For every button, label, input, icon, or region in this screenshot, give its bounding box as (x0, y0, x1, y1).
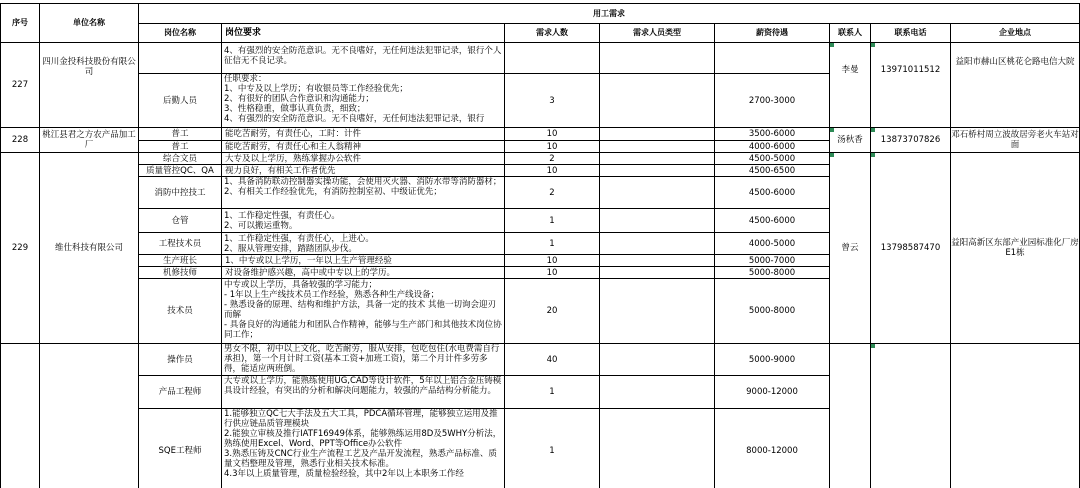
type-cell (599, 208, 715, 233)
position-cell: 机修技师 (138, 266, 222, 279)
requirements-cell: 1.能够独立QC七大手法及五大工具，PDCA循环管理，能够独立运用及推行供应链品质管理模块 2.能独立审核及推行IATF16949体系，能够熟练运用8D及5WHY分析法，熟练使用Excel、Word、PPT等Office办公软件 3.熟悉压铸及CNC行业生产流程工艺及产品开发流程，熟悉产品标准、质量文档整理及管理，熟悉行业相关技术标准。 4.3年以上质量管理，质量检验经验，其中2年以上本职务工作经 (221, 408, 505, 488)
seq-228: 228 (0, 127, 40, 153)
position-cell: 仓管 (138, 208, 222, 233)
unit-cell (39, 343, 139, 488)
header-requirements: 岗位要求 (221, 23, 505, 43)
header-salary: 薪资待遇 (714, 23, 830, 43)
position-cell: SQE工程师 (138, 408, 222, 488)
type-cell (599, 73, 715, 128)
cell-marker (871, 153, 875, 157)
requirements-cell: 任职要求： 1、中专及以上学历；有收银员等工作经验优先； 2、有很好的团队合作意识和沟通能力； 3、性格稳重，做事认真负责，细致； 4、有强烈的安全防范意识。无不良嗜好，无任何违法犯罪记录，银行 (221, 73, 505, 128)
salary-cell: 5000-8000 (714, 278, 830, 344)
phone-229: 13798587470 (870, 152, 951, 344)
position-cell: 综合文员 (138, 152, 222, 165)
cell-marker (830, 43, 834, 47)
salary-cell: 5000-8000 (714, 266, 830, 279)
unit-228: 桃江县君之方农产品加工厂 (39, 127, 139, 153)
position-cell: 普工 (138, 140, 222, 153)
type-cell (599, 176, 715, 209)
salary-cell: 9000-12000 (714, 375, 830, 409)
salary-cell: 5000-9000 (714, 343, 830, 376)
count-cell: 10 (504, 266, 600, 279)
count-cell: 10 (504, 164, 600, 177)
requirements-cell: 视力良好，有相关工作者优先 (221, 164, 505, 177)
salary-cell: 5000-7000 (714, 254, 830, 267)
header-seq: 序号 (0, 3, 40, 43)
salary-cell: 4500-6500 (714, 164, 830, 177)
count-cell: 20 (504, 278, 600, 344)
type-cell (599, 232, 715, 255)
requirements-cell: 1、工作稳定性强，有责任心。 2、可以搬运重物。 (221, 208, 505, 233)
position-cell (138, 42, 222, 74)
phone-228: 13873707826 (870, 127, 951, 153)
salary-cell: 4500-6000 (714, 208, 830, 233)
cell-marker (871, 128, 875, 132)
position-cell: 操作员 (138, 343, 222, 376)
position-cell: 普工 (138, 127, 222, 141)
header-position: 岗位名称 (138, 23, 222, 43)
requirements-cell: 1、工作稳定性强，有责任心，上进心。 2、服从管理安排，踏踏团队步伐。 (221, 232, 505, 255)
header-location: 企业地点 (950, 23, 1080, 43)
count-cell (504, 42, 600, 74)
cell-marker (830, 128, 834, 132)
header-phone: 联系电话 (870, 23, 951, 43)
position-cell: 后勤人员 (138, 73, 222, 128)
header-contact: 联系人 (829, 23, 871, 43)
cell-marker (871, 344, 875, 348)
unit-227: 四川金投科技股份有限公司 (39, 42, 139, 128)
count-cell: 40 (504, 343, 600, 376)
seq-227: 227 (0, 42, 40, 128)
salary-cell: 3500-6000 (714, 127, 830, 141)
type-cell (599, 408, 715, 488)
requirements-cell: 能吃苦耐劳，有责任心，工时：计件 (221, 127, 505, 141)
requirements-cell: 能吃苦耐劳，有责任心和主人翁精神 (221, 140, 505, 153)
location-227: 益阳市赫山区桃花仑路电信大院 (950, 42, 1080, 128)
requirements-cell: 大专或以上学历，能熟练使用UG,CAD等设计软件，5年以上铝合金压铸模具设计经验，有突出的分析和解决问题能力，较强的产品结构分析能力。 (221, 375, 505, 409)
location-229: 益阳高新区东部产业园标准化厂房E1栋 (950, 152, 1080, 344)
seq-cell (0, 343, 40, 488)
header-group: 用工需求 (138, 3, 1080, 24)
type-cell (599, 42, 715, 74)
requirements-cell: 对设备维护感兴趣，高中或中专以上的学历。 (221, 266, 505, 279)
seq-229: 229 (0, 152, 40, 344)
count-cell: 1 (504, 408, 600, 488)
position-cell: 技术员 (138, 278, 222, 344)
contact-227: 李曼 (829, 42, 871, 128)
header-count: 需求人数 (504, 23, 600, 43)
salary-cell: 4500-6000 (714, 176, 830, 209)
count-cell: 1 (504, 208, 600, 233)
unit-229: 维仕科技有限公司 (39, 152, 139, 344)
count-cell: 1 (504, 375, 600, 409)
type-cell (599, 375, 715, 409)
requirements-cell: 男女不限，初中以上文化，吃苦耐劳，服从安排，包吃包住(水电费需自行承担)，第一个月计时工资(基本工资+加班工资)，第二个月计件多劳多得，能适应两班倒。 (221, 343, 505, 376)
contact-228: 汤秋香 (829, 127, 871, 153)
cell-marker (830, 153, 834, 157)
salary-cell: 8000-12000 (714, 408, 830, 488)
header-unit: 单位名称 (39, 3, 139, 43)
phone-227: 13971011512 (870, 42, 951, 128)
requirements-cell: 1、具备消防联动控制器实操功能，会使用灭火器、消防水带等消防器材； 2、有相关工作经验优先，有消防控制室初、中级证优先； (221, 176, 505, 209)
salary-cell: 4000-6000 (714, 140, 830, 153)
header-type: 需求人员类型 (599, 23, 715, 43)
requirements-cell: 大专及以上学历，熟练掌握办公软件 (221, 152, 505, 165)
count-cell: 10 (504, 254, 600, 267)
count-cell: 1 (504, 232, 600, 255)
phone-cell (870, 343, 951, 488)
position-cell: 工程技术员 (138, 232, 222, 255)
location-228: 邓石桥村周立波故居旁老火车站对面 (950, 127, 1080, 153)
requirements-cell: 1、中专或以上学历，一年以上生产管理经验 (221, 254, 505, 267)
location-cell (950, 343, 1080, 488)
salary-cell (714, 42, 830, 74)
requirements-cell: 中专或以上学历，具备较强的学习能力； - 1年以上生产线技术员工作经验，熟悉各种生产线设备； - 熟悉设备的原理、结构和维护方法，具备一定的技术 其他一切询会迎刃而解 - 具备良好的沟通能力和团队合作精神，能够与生产部门和其他技术岗位协同工作； (221, 278, 505, 344)
position-cell: 消防中控技工 (138, 176, 222, 209)
salary-cell: 4500-5000 (714, 152, 830, 165)
salary-cell: 2700-3000 (714, 73, 830, 128)
contact-229: 曾云 (829, 152, 871, 344)
count-cell: 10 (504, 127, 600, 141)
position-cell: 产品工程师 (138, 375, 222, 409)
count-cell: 2 (504, 176, 600, 209)
count-cell: 3 (504, 73, 600, 128)
requirements-cell: 4、有强烈的安全防范意识。无不良嗜好，无任何违法犯罪记录，银行个人征信无不良记录。 (221, 42, 505, 74)
position-cell: 生产班长 (138, 254, 222, 267)
contact-cell (829, 343, 871, 488)
type-cell (599, 278, 715, 344)
type-cell (599, 343, 715, 376)
count-cell: 10 (504, 140, 600, 153)
type-cell (599, 127, 715, 141)
salary-cell: 4000-5000 (714, 232, 830, 255)
cell-marker (871, 43, 875, 47)
count-cell: 2 (504, 152, 600, 165)
position-cell: 质量管控QC、QA (138, 164, 222, 177)
